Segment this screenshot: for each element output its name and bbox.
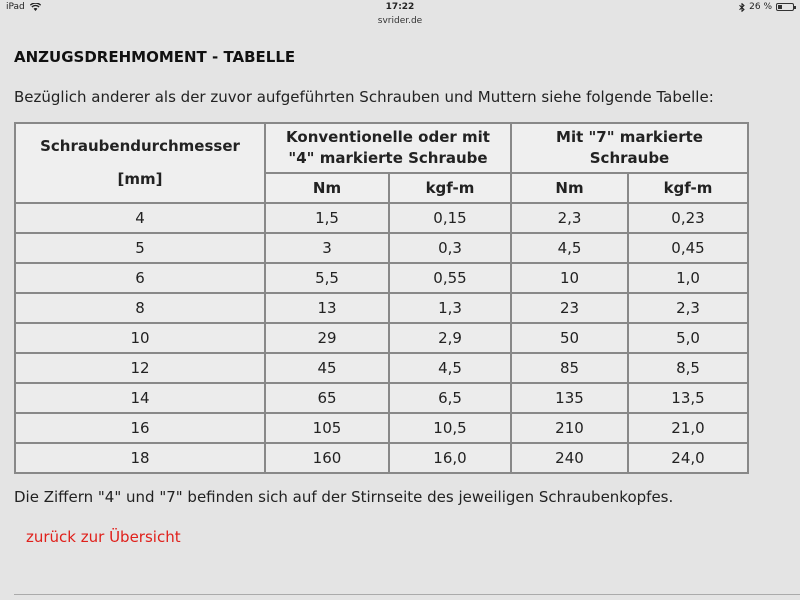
cell-conv-nm: 45 [265, 353, 389, 383]
battery-percent: 26 % [749, 2, 772, 12]
cell-conv-nm: 13 [265, 293, 389, 323]
status-bar [0, 0, 800, 16]
cell-m7-nm: 210 [511, 413, 628, 443]
cell-conv-nm: 105 [265, 413, 389, 443]
cell-diameter: 16 [15, 413, 265, 443]
intro-text: Bezüglich anderer als der zuvor aufgeführten Schrauben und Muttern siehe folgende Tabelle: [14, 88, 714, 106]
cell-conv-kgfm: 0,15 [389, 203, 511, 233]
subheader-nm: Nm [265, 173, 389, 203]
table-row [15, 383, 748, 413]
cell-m7-nm: 85 [511, 353, 628, 383]
cell-conv-kgfm: 1,3 [389, 293, 511, 323]
back-to-overview-link[interactable]: zurück zur Übersicht [26, 528, 181, 546]
status-right [739, 2, 794, 12]
table-row [15, 203, 748, 233]
cell-conv-kgfm: 4,5 [389, 353, 511, 383]
header-diameter [15, 123, 265, 203]
cell-diameter: 8 [15, 293, 265, 323]
cell-conv-nm: 5,5 [265, 263, 389, 293]
table-row [15, 263, 748, 293]
cell-conv-nm: 1,5 [265, 203, 389, 233]
header-marked7 [511, 123, 748, 173]
device-name: iPad [6, 2, 25, 12]
header-marked7-line1: Mit "7" markierte [556, 128, 703, 146]
table-row [15, 233, 748, 263]
status-time: 17:22 [385, 2, 415, 12]
header-conventional-line2: "4" markierte Schraube [288, 149, 488, 167]
cell-m7-nm: 23 [511, 293, 628, 323]
table-row [15, 413, 748, 443]
torque-table [14, 122, 749, 474]
cell-conv-nm: 160 [265, 443, 389, 473]
subheader-kgfm: kgf-m [628, 173, 748, 203]
cell-m7-nm: 2,3 [511, 203, 628, 233]
cell-m7-nm: 240 [511, 443, 628, 473]
table-row [15, 353, 748, 383]
cell-conv-kgfm: 10,5 [389, 413, 511, 443]
page-title: ANZUGSDREHMOMENT - TABELLE [14, 48, 296, 66]
cell-m7-kgfm: 2,3 [628, 293, 748, 323]
cell-diameter: 5 [15, 233, 265, 263]
cell-m7-kgfm: 13,5 [628, 383, 748, 413]
header-diameter-unit: [mm] [117, 170, 163, 188]
cell-diameter: 6 [15, 263, 265, 293]
cell-diameter: 10 [15, 323, 265, 353]
battery-icon [776, 3, 794, 11]
header-diameter-label: Schraubendurchmesser [40, 137, 240, 155]
divider [14, 594, 800, 595]
cell-conv-kgfm: 16,0 [389, 443, 511, 473]
cell-m7-kgfm: 24,0 [628, 443, 748, 473]
cell-m7-kgfm: 21,0 [628, 413, 748, 443]
cell-conv-kgfm: 2,9 [389, 323, 511, 353]
bluetooth-icon [739, 3, 745, 12]
header-conventional [265, 123, 511, 173]
table-row [15, 323, 748, 353]
cell-diameter: 14 [15, 383, 265, 413]
cell-m7-kgfm: 1,0 [628, 263, 748, 293]
cell-m7-kgfm: 0,45 [628, 233, 748, 263]
cell-conv-nm: 29 [265, 323, 389, 353]
url-bar[interactable]: svrider.de [377, 16, 423, 26]
cell-m7-kgfm: 0,23 [628, 203, 748, 233]
cell-conv-kgfm: 0,55 [389, 263, 511, 293]
cell-m7-kgfm: 5,0 [628, 323, 748, 353]
page-content [0, 30, 800, 600]
table-row [15, 443, 748, 473]
header-marked7-line2: Schraube [589, 149, 670, 167]
cell-m7-nm: 10 [511, 263, 628, 293]
cell-diameter: 18 [15, 443, 265, 473]
table-row [15, 293, 748, 323]
cell-conv-kgfm: 0,3 [389, 233, 511, 263]
cell-conv-nm: 65 [265, 383, 389, 413]
cell-diameter: 4 [15, 203, 265, 233]
cell-m7-nm: 50 [511, 323, 628, 353]
subheader-nm: Nm [511, 173, 628, 203]
cell-m7-nm: 135 [511, 383, 628, 413]
cell-m7-kgfm: 8,5 [628, 353, 748, 383]
cell-m7-nm: 4,5 [511, 233, 628, 263]
subheader-kgfm: kgf-m [389, 173, 511, 203]
footnote-text: Die Ziffern "4" und "7" befinden sich auf der Stirnseite des jeweiligen Schraubenkopfes. [14, 488, 674, 506]
cell-diameter: 12 [15, 353, 265, 383]
cell-conv-kgfm: 6,5 [389, 383, 511, 413]
cell-conv-nm: 3 [265, 233, 389, 263]
header-conventional-line1: Konventionelle oder mit [286, 128, 490, 146]
